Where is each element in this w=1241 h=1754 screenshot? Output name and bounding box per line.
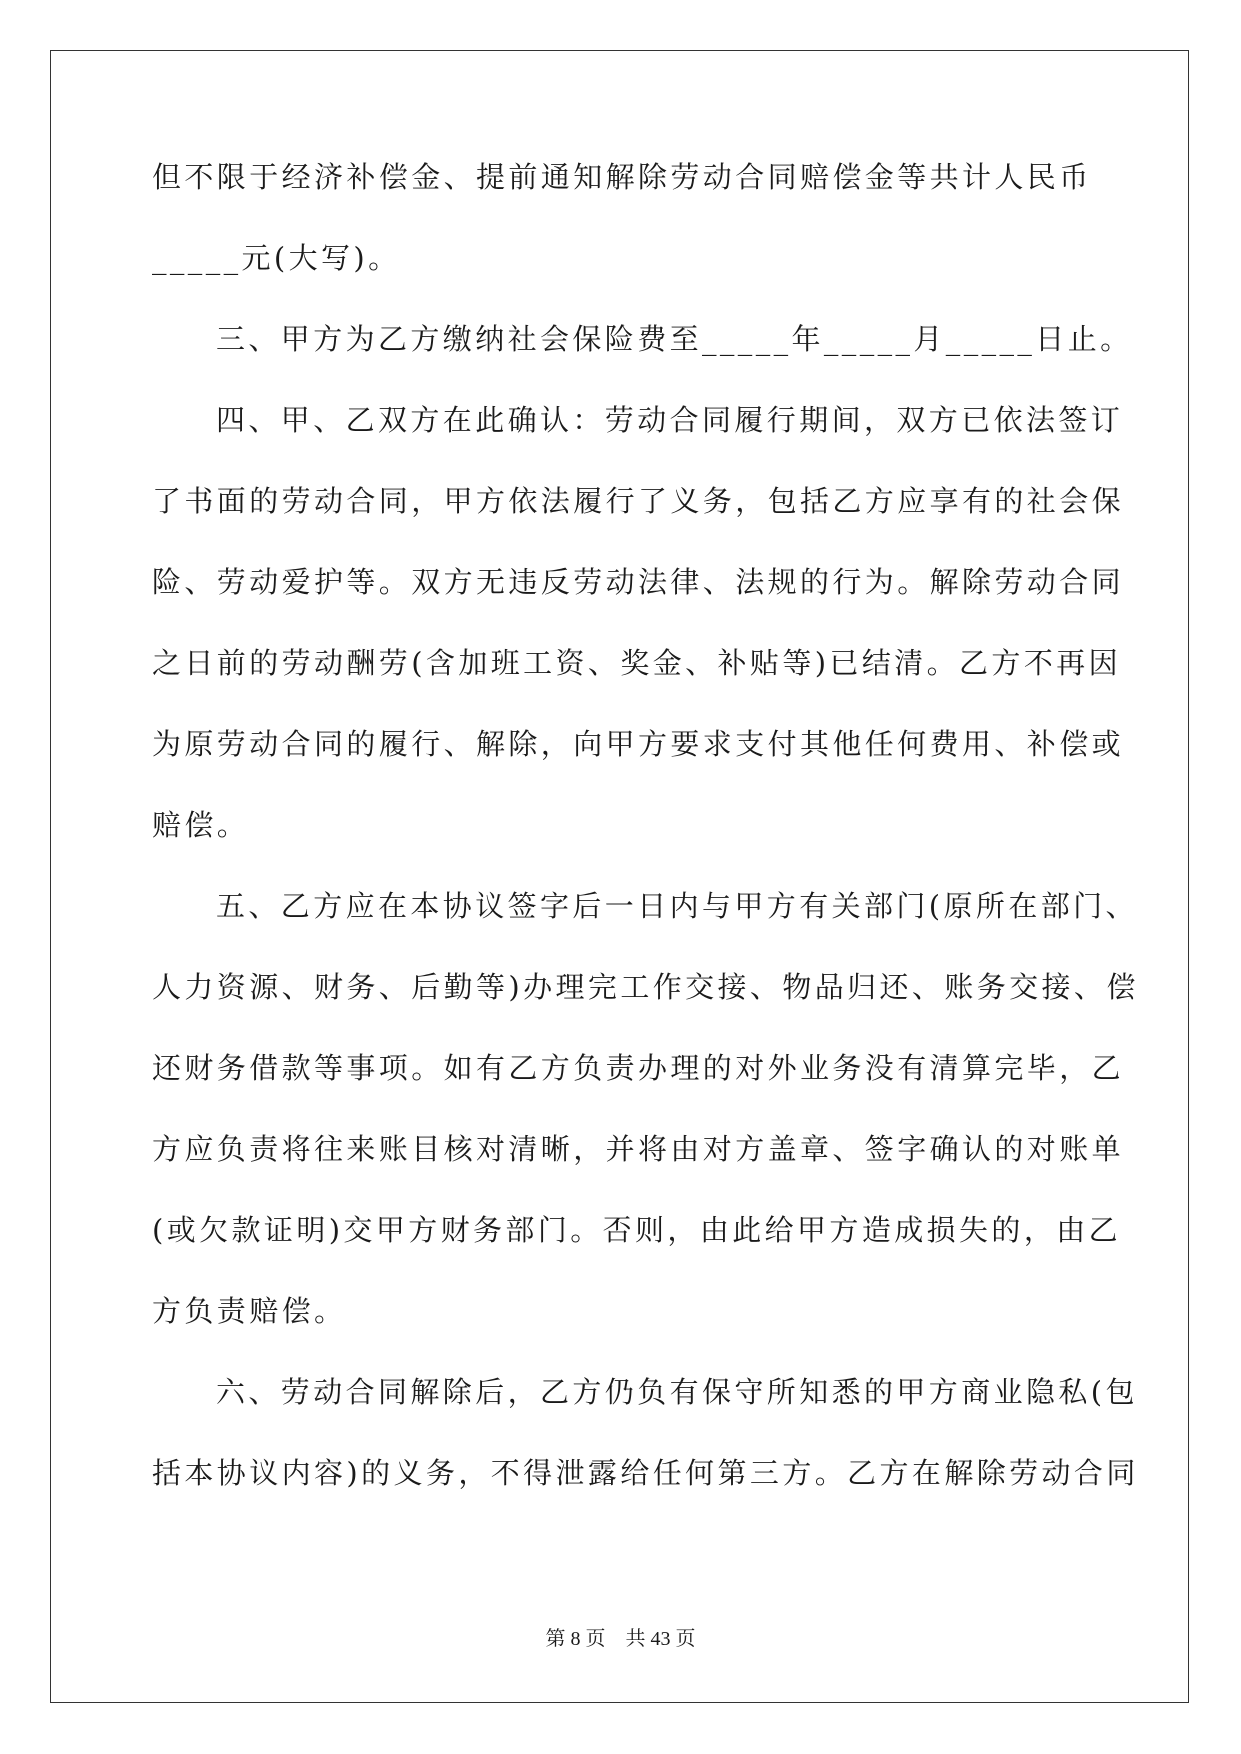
text-line: 为原劳动合同的履行、解除，向甲方要求支付其他任何费用、补偿或 xyxy=(152,727,1125,761)
text-line: 人力资源、财务、后勤等)办理完工作交接、物品归还、账务交接、偿 xyxy=(152,970,1139,1004)
text-line: (或欠款证明)交甲方财务部门。否则，由此给甲方造成损失的，由乙 xyxy=(152,1213,1122,1247)
clause-4-line: 四、甲、乙双方在此确认：劳动合同履行期间，双方已依法签订 xyxy=(216,403,1124,437)
page-number-footer: 第 8 页 共 43 页 xyxy=(545,1628,696,1650)
text-line: 了书面的劳动合同，甲方依法履行了义务，包括乙方应享有的社会保 xyxy=(152,484,1125,518)
text-line: 但不限于经济补偿金、提前通知解除劳动合同赔偿金等共计人民币 xyxy=(152,160,1092,194)
text-line: 之日前的劳动酬劳(含加班工资、奖金、补贴等)已结清。乙方不再因 xyxy=(152,646,1122,680)
text-line: 险、劳动爱护等。双方无违反劳动法律、法规的行为。解除劳动合同 xyxy=(152,565,1125,599)
clause-5-line: 五、乙方应在本协议签字后一日内与甲方有关部门(原所在部门、 xyxy=(216,889,1138,923)
text-line: _____元(大写)。 xyxy=(152,241,401,275)
document-body xyxy=(152,160,1139,1537)
clause-6-line: 六、劳动合同解除后，乙方仍负有保守所知悉的甲方商业隐私(包 xyxy=(216,1375,1138,1409)
text-line: 还财务借款等事项。如有乙方负责办理的对外业务没有清算完毕，乙 xyxy=(152,1051,1125,1085)
text-line: 方应负责将往来账目核对清晰，并将由对方盖章、签字确认的对账单 xyxy=(152,1132,1125,1166)
text-line: 赔偿。 xyxy=(152,808,250,842)
clause-3-line: 三、甲方为乙方缴纳社会保险费至_____年_____月_____日止。 xyxy=(216,322,1133,356)
text-line: 括本协议内容)的义务，不得泄露给任何第三方。乙方在解除劳动合同 xyxy=(152,1456,1139,1490)
text-line: 方负责赔偿。 xyxy=(152,1294,347,1328)
